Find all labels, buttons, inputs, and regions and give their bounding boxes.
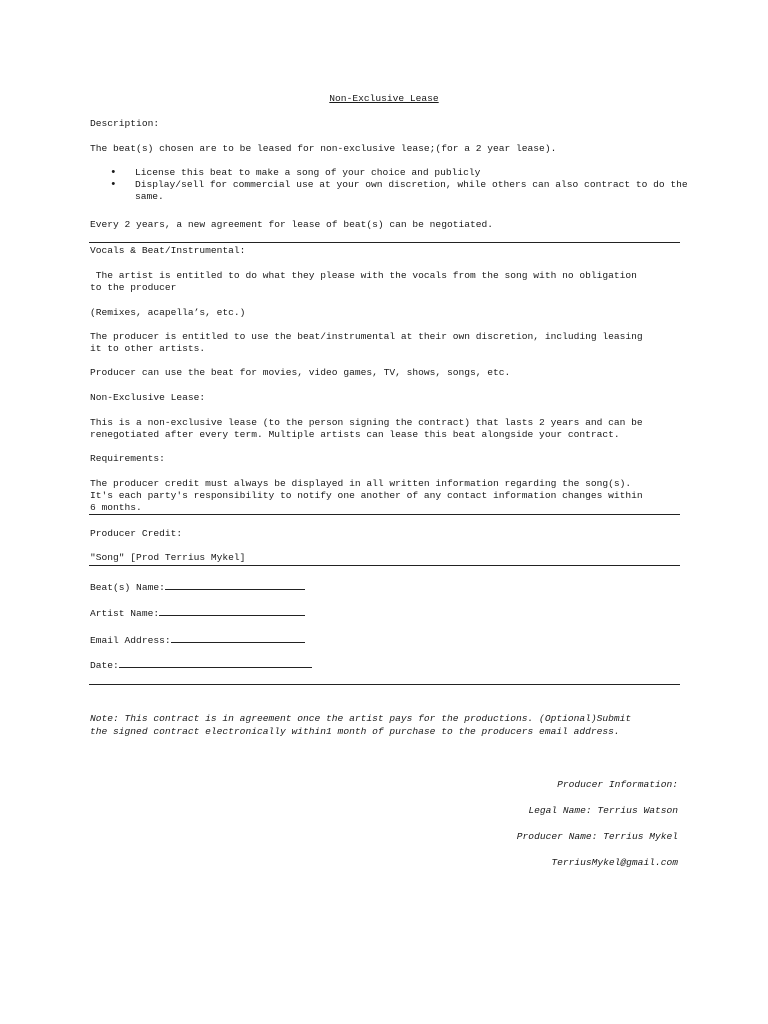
remixes-text: (Remixes, acapella’s, etc.) xyxy=(90,307,246,318)
beat-name-label: Beat(s) Name: xyxy=(90,582,165,593)
bullet-item: • License this beat to make a song of your choice and publicly xyxy=(110,167,690,179)
producer-use-line: The producer is entitled to use the beat/instrumental at their own discretion, including leasing xyxy=(90,331,643,342)
producer-legal-name: Legal Name: Terrius Watson xyxy=(528,805,678,816)
vocals-text-line: The artist is entitled to do what they please with the vocals from the song with no obligation xyxy=(90,270,637,281)
note-line: the signed contract electronically within1 month of purchase to the producers email address. xyxy=(90,726,620,737)
producer-email: TerriusMykel@gmail.com xyxy=(551,857,678,868)
section-divider xyxy=(89,514,680,515)
requirements-heading: Requirements: xyxy=(90,453,165,464)
requirements-text-line: It's each party's responsibility to notify one another of any contact information changes within xyxy=(90,490,643,501)
requirements-text-line: 6 months. xyxy=(90,502,142,513)
media-text: Producer can use the beat for movies, video games, TV, shows, songs, etc. xyxy=(90,367,511,378)
lease-text-line: This is a non-exclusive lease (to the person signing the contract) that lasts 2 years and can be xyxy=(90,417,643,428)
artist-name-label: Artist Name: xyxy=(90,608,160,619)
artist-name-field[interactable] xyxy=(90,605,305,620)
bullet-item: • Display/sell for commercial use at your own discretion, while others can also contract to do the same. xyxy=(110,179,690,203)
description-heading: Description: xyxy=(90,118,160,129)
date-field[interactable] xyxy=(90,657,312,672)
date-blank[interactable] xyxy=(119,657,312,668)
date-label: Date: xyxy=(90,660,119,671)
section-divider xyxy=(89,565,680,566)
artist-name-blank[interactable] xyxy=(159,605,305,616)
vocals-text-line: to the producer xyxy=(90,282,177,293)
producer-info-heading: Producer Information: xyxy=(557,779,678,790)
producer-use-line: it to other artists. xyxy=(90,343,206,354)
beat-name-field[interactable] xyxy=(90,579,305,594)
lease-heading: Non-Exclusive Lease: xyxy=(90,392,206,403)
credit-heading: Producer Credit: xyxy=(90,528,183,539)
renewal-text: Every 2 years, a new agreement for lease of beat(s) can be negotiated. xyxy=(90,219,494,230)
section-divider xyxy=(89,242,680,243)
license-bullet-list xyxy=(110,167,690,203)
lease-text-line: renegotiated after every term. Multiple artists can lease this beat alongside your contract. xyxy=(90,429,620,440)
email-address-label: Email Address: xyxy=(90,635,171,646)
vocals-heading: Vocals & Beat/Instrumental: xyxy=(90,245,246,256)
document-title: Non-Exclusive Lease xyxy=(329,93,439,104)
description-text: The beat(s) chosen are to be leased for non-exclusive lease;(for a 2 year lease). xyxy=(90,143,557,154)
requirements-text-line: The producer credit must always be displayed in all written information regarding the song(s). xyxy=(90,478,632,489)
beat-name-blank[interactable] xyxy=(165,579,305,590)
email-address-field[interactable] xyxy=(90,632,305,647)
note-line: Note: This contract is in agreement once the artist pays for the productions. (Optional)Submit xyxy=(90,713,632,724)
producer-name: Producer Name: Terrius Mykel xyxy=(516,831,678,842)
section-divider xyxy=(89,684,680,685)
credit-text: "Song" [Prod Terrius Mykel] xyxy=(90,552,246,563)
email-address-blank[interactable] xyxy=(171,632,305,643)
